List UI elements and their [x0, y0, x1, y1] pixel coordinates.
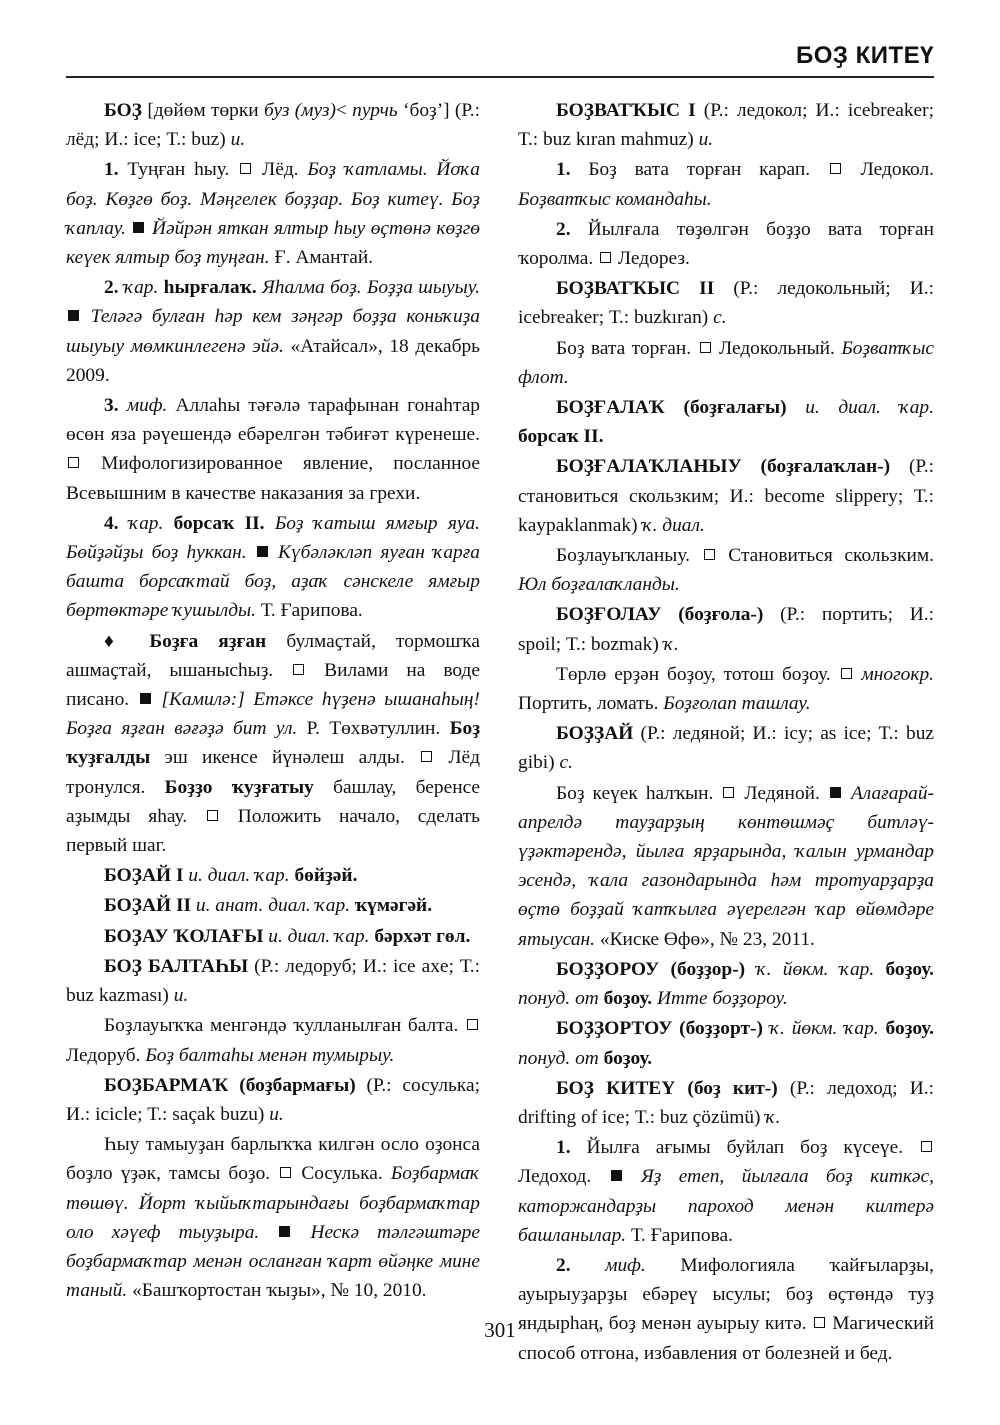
dictionary-entry: БОҘАУ ҠОЛАҒЫ и. диал. ҡар. бәрхәт гөл. — [104, 925, 471, 947]
dictionary-entry: БОҘҘОРОУ (боҙҙор-) ҡ. йөкм. ҡар. боҙоу. понуд. от боҙоу. Итте боҙҙороу. — [518, 958, 934, 1010]
dictionary-entry: 4. ҡар. борсаҡ II. Боҙ ҡатыш ямғыр яуа. Бөйҙәйҙы боҙ һуккан. Күбәләкләп яуған ҡарға башта борсаҡтай боҙ, аҙаҡ сәнскеле ямғыр бөртөктәре ҡушылды. Т. Ғарипова. — [66, 512, 480, 622]
dictionary-entry: 2. Йылғала төҙөлгән боҙҙо вата торған ҡоролма. Ледорез. — [518, 218, 934, 270]
dictionary-entry: Боҙ вата торған. Ледокольный. Боҙватҡыс флот. — [518, 337, 934, 388]
square-marker-icon — [830, 163, 841, 174]
example-marker-icon — [257, 546, 268, 557]
dictionary-entry: БОҘҒАЛАҠЛАНЫУ (боҙғалаҡлан-) (Р.: становиться скользким; И.: become slippery; Т.: kaypaklanmak) ҡ. диал. — [518, 456, 934, 536]
square-marker-icon — [841, 668, 852, 679]
left-column — [66, 96, 480, 1306]
dictionary-entry: БОҘ БАЛТАҺЫ (Р.: ледоруб; И.: ice axe; Т.: buz kazması) и. — [66, 955, 480, 1007]
square-marker-icon — [421, 751, 432, 762]
example-marker-icon — [279, 1226, 290, 1237]
dictionary-entry: БОҘВАТҠЫС I (Р.: ледокол; И.: icebreaker; Т.: buz kıran mahmuz) и. — [518, 100, 934, 151]
dictionary-entry: БОҘ [дөйөм төрки буз (муз)< пурчь ‘боҙ’] (Р.: лёд; И.: ice; Т.: buz) и. — [66, 100, 480, 151]
dictionary-entry: 2. миф. Мифологияла ҡайғыларҙы, ауырыуҙарҙы ебәреү ысулы; боҙ өҫтөндә туҙ яндырһаң, боҙ менән ауырыу китә. Магический способ отгона, избавления от болезней и бед. — [518, 1254, 934, 1364]
dictionary-entry: Боҙ кеүек һалҡын. Ледяной. Алағарай-апрелдә тауҙарҙың көнтөшмәҫ битләү-үҙәктәрендә, йылға ярҙарында, ҡалын урмандар эсендә, ҡала газондарында һәм тротуарҙарҙа өҫтө боҙҙай ҡатҡылға әүерелгән ҡар өйөмдәре ятыусан. «Киске Өфө», № 23, 2011. — [518, 782, 934, 950]
square-marker-icon — [240, 163, 251, 174]
dictionary-entry: БОҘ КИТЕҮ (боҙ кит-) (Р.: ледоход; И.: drifting of ice; Т.: buz çözümü) ҡ. — [518, 1077, 934, 1128]
square-marker-icon — [723, 787, 734, 798]
square-marker-icon — [600, 252, 611, 263]
square-marker-icon — [704, 549, 715, 560]
running-header-title: БОҘ КИТЕҮ — [795, 42, 934, 69]
dictionary-entry: ♦ Боҙға яҙған булмаҫтай, тормошҡа ашмаҫтай, ышанысһыҙ. Вилами на воде писано. [Камилә:] Етәксе һүҙенә ышанаһың! Боҙға яҙған вәғәҙә бит ул. Р. Төхвәтуллин. Боҙ ҡуҙғалды эш икенсе йүнәлеш алды. Лёд тронулся. Боҙҙо ҡуҙғатыу башлау, беренсе аҙымды яһау. Положить начало, сделать первый шаг. — [66, 630, 481, 857]
dictionary-entry: БОҘБАРМАҠ (боҙбармағы) (Р.: сосулька; И.: icicle; Т.: saçak buzu) и. — [66, 1074, 480, 1125]
dictionary-entry: БОҘҘОРТОУ (боҙҙорт-) ҡ. йөкм. ҡар. боҙоу. понуд. от боҙоу. — [518, 1018, 934, 1069]
dictionary-entry: БОҘВАТҠЫС II (Р.: ледокольный; И.: icebreaker; Т.: buzkıran) с. — [518, 278, 934, 329]
example-marker-icon — [133, 222, 144, 233]
dictionary-entry: Төрлө ерҙән боҙоу, тотош боҙоу. многокр. Портить, ломать. Боҙғолап ташлау. — [518, 663, 934, 715]
square-marker-icon — [921, 1141, 932, 1152]
running-header — [66, 38, 934, 78]
dictionary-entry: 2. ҡар. һырғалаҡ. Яһалма боҙ. Боҙҙа шыуыу. Теләгә булған һәр кем зәңгәр боҙҙа коньҡиҙа шыуыу мөмкинлегенә эйә. «Атайсал», 18 декабрь 2009. — [66, 277, 480, 386]
example-marker-icon — [830, 787, 841, 798]
square-marker-icon — [700, 342, 711, 353]
dictionary-entry: Боҙлауыҡҡа менгәндә ҡулланылған балта. Ледоруб. Боҙ балтаһы менән тумырыу. — [66, 1011, 480, 1069]
right-column — [518, 96, 934, 1369]
dictionary-entry: БОҘАЙ I и. диал. ҡар. бөйҙәй. — [104, 865, 358, 887]
square-marker-icon — [68, 457, 79, 468]
example-marker-icon — [68, 310, 79, 321]
dictionary-entry: БОҘҒАЛАҠ (боҙғалағы) и. диал. ҡар. борсаҡ II. — [518, 397, 934, 448]
dictionary-entry: 1. Боҙ вата торған карап. Ледокол. Боҙватҡыс командаһы. — [518, 159, 934, 210]
square-marker-icon — [280, 1167, 291, 1178]
example-marker-icon — [140, 693, 151, 704]
dictionary-entry: 3. миф. Аллаһы тәғәлә тарафынан гонаһтар өсөн яза рәүешендә ебәрелгән тәбиғәт күренеше. Мифологизированное явление, посланное Всевышним в качестве наказания за грехи. — [66, 395, 480, 504]
page-number: 301 — [484, 1318, 516, 1342]
dictionary-entry: БОҘАЙ II и. анат. диал. ҡар. ҡүмәгәй. — [104, 895, 433, 917]
dictionary-entry: БОҘҘАЙ (Р.: ледяной; И.: icy; as ice; Т.: buz gibi) с. — [518, 723, 934, 774]
dictionary-entry: 1. Туңған һыу. Лёд. Боҙ ҡатламы. Йоҡа боҙ. Көҙгө боҙ. Мәңгелек боҙҙар. Боҙ китеү. Боҙ ҡаплау. Йәйрән яткан ялтыр һыу өҫтөнә көҙгө кеүек ялтыр боҙ туңған. Ғ. Амантай. — [66, 159, 481, 269]
square-marker-icon — [467, 1019, 478, 1030]
example-marker-icon — [611, 1170, 622, 1181]
dictionary-entry: БОҘҒОЛАУ (боҙғола-) (Р.: портить; И.: spoil; Т.: bozmak) ҡ. — [518, 604, 934, 655]
dictionary-entry: Һыу тамыуҙан барлыҡҡа килгән осло оҙонса боҙло үҙәк, тамсы боҙо. Сосулька. Боҙбармаҡ төшөү. Йорт ҡыйыҡтарындағы боҙбармаҡтар оло хәүеф тыуҙыра. Нескә тәлгәштәре боҙбармаҡтар менән осланған ҡарт өйәңке мине таный. «Башҡортостан ҡыҙы», № 10, 2010. — [66, 1134, 480, 1302]
dictionary-entry: Боҙлауыҡланыу. Становиться скользким. Юл боҙғалаҡланды. — [518, 545, 935, 596]
square-marker-icon — [293, 664, 304, 675]
square-marker-icon — [207, 810, 218, 821]
dictionary-entry: 1. Йылға ағымы буйлап боҙ күсеүе. Ледоход. Яҙ етеп, йылғала боҙ киткәс, каторжандарҙы пароход менән килтерә башланылар. Т. Ғарипова. — [518, 1137, 934, 1246]
